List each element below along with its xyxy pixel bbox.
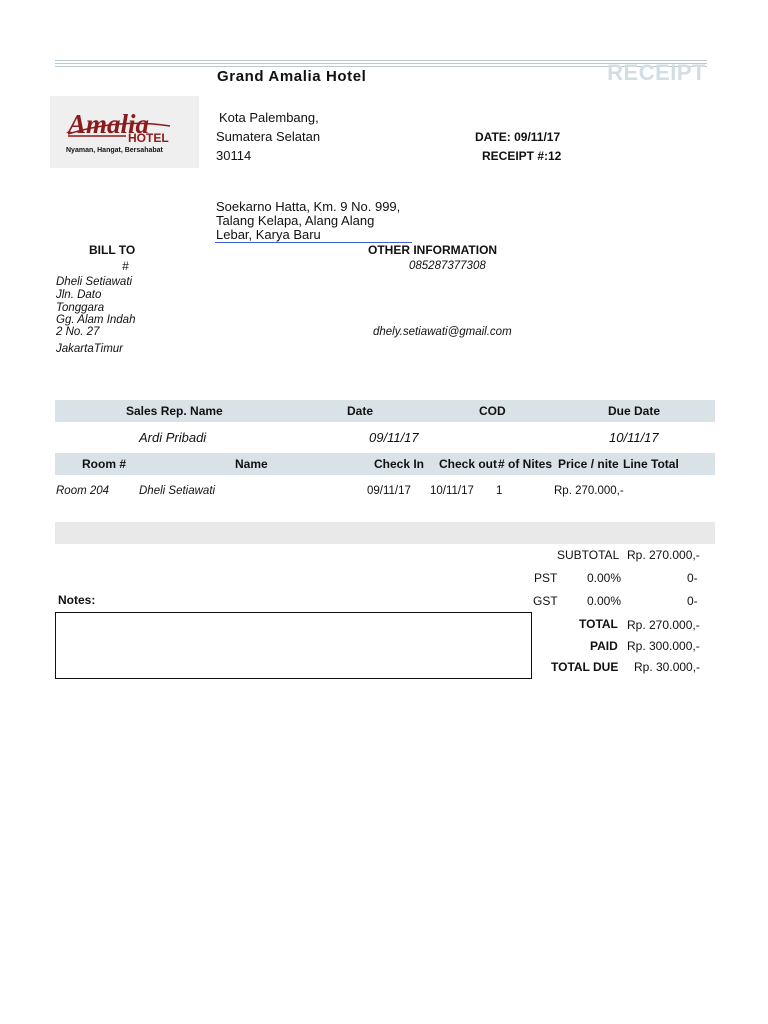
bill-to-heading: BILL TO bbox=[89, 243, 136, 257]
customer-name: Dheli Setiawati bbox=[56, 276, 133, 288]
receipt-title: RECEIPT bbox=[607, 60, 706, 85]
item-checkout: 10/11/17 bbox=[430, 485, 474, 497]
logo-brand: Amalia bbox=[68, 109, 150, 139]
paid-label: PAID bbox=[590, 639, 618, 653]
other-info-heading: OTHER INFORMATION bbox=[368, 243, 498, 257]
item-guest-name: Dheli Setiawati bbox=[139, 485, 216, 497]
total-value: Rp. 270.000,- bbox=[627, 618, 700, 632]
total-due-value: Rp. 30.000,- bbox=[634, 660, 701, 674]
sales-due-date: 10/11/17 bbox=[609, 430, 659, 445]
receipt-number: RECEIPT #:12 bbox=[482, 149, 562, 163]
items-header-room: Room # bbox=[82, 457, 127, 471]
customer-address: Jln. Dato bbox=[56, 289, 102, 301]
customer-phone: 085287377308 bbox=[409, 260, 486, 272]
customer-address: 2 No. 27 bbox=[56, 326, 100, 338]
address-line: Kota Palembang, bbox=[219, 110, 319, 125]
items-header-price: Price / nite bbox=[558, 457, 619, 471]
gst-label: GST bbox=[533, 594, 558, 608]
receipt-date: DATE: 09/11/17 bbox=[475, 130, 561, 144]
address-line: 30114 bbox=[216, 148, 252, 163]
pst-rate: 0.00% bbox=[587, 571, 622, 585]
customer-address: Tonggara bbox=[56, 302, 105, 314]
address-line: Sumatera Selatan bbox=[216, 129, 321, 144]
bill-to-hash: # bbox=[122, 259, 129, 273]
notes-box[interactable] bbox=[55, 612, 532, 679]
item-room: Room 204 bbox=[56, 485, 110, 497]
logo-sub: HOTEL bbox=[128, 131, 169, 145]
items-header-nites: # of Nites bbox=[498, 457, 553, 471]
address-line: Lebar, Karya Baru bbox=[216, 227, 321, 242]
gst-value: 0- bbox=[687, 594, 698, 608]
hotel-logo bbox=[50, 96, 199, 168]
items-header-name: Name bbox=[235, 457, 268, 471]
customer-address: Gg. Alam Indah bbox=[56, 314, 136, 326]
address-line: Talang Kelapa, Alang Alang bbox=[216, 213, 375, 228]
customer-city: JakartaTimur bbox=[56, 343, 123, 355]
address-line: Soekarno Hatta, Km. 9 No. 999, bbox=[216, 199, 401, 214]
sales-header-rep: Sales Rep. Name bbox=[126, 404, 223, 418]
hotel-name: Grand Amalia Hotel bbox=[217, 68, 367, 85]
items-header-linetotal: Line Total bbox=[623, 457, 679, 471]
logo-tagline: Nyaman, Hangat, Bersahabat bbox=[66, 147, 163, 154]
items-footer-band bbox=[55, 522, 715, 544]
item-price: Rp. 270.000,- bbox=[554, 485, 624, 497]
sales-header-cod: COD bbox=[479, 404, 506, 418]
sales-rep-name: Ardi Pribadi bbox=[139, 430, 207, 445]
notes-label: Notes: bbox=[58, 593, 96, 607]
item-checkin: 09/11/17 bbox=[367, 485, 411, 497]
items-header-checkout: Check out bbox=[439, 457, 498, 471]
pst-value: 0- bbox=[687, 571, 698, 585]
total-due-label: TOTAL DUE bbox=[551, 660, 619, 674]
sales-date: 09/11/17 bbox=[369, 430, 419, 445]
subtotal-label: SUBTOTAL bbox=[557, 548, 620, 562]
item-nites: 1 bbox=[496, 485, 503, 497]
sales-header-date: Date bbox=[347, 404, 374, 418]
paid-value: Rp. 300.000,- bbox=[627, 639, 700, 653]
items-header-checkin: Check In bbox=[374, 457, 425, 471]
customer-email: dhely.setiawati@gmail.com bbox=[373, 326, 512, 338]
subtotal-value: Rp. 270.000,- bbox=[627, 548, 700, 562]
pst-label: PST bbox=[534, 571, 558, 585]
sales-header-due: Due Date bbox=[608, 404, 661, 418]
gst-rate: 0.00% bbox=[587, 594, 622, 608]
logo-graphic bbox=[50, 96, 199, 168]
total-label: TOTAL bbox=[579, 617, 618, 631]
